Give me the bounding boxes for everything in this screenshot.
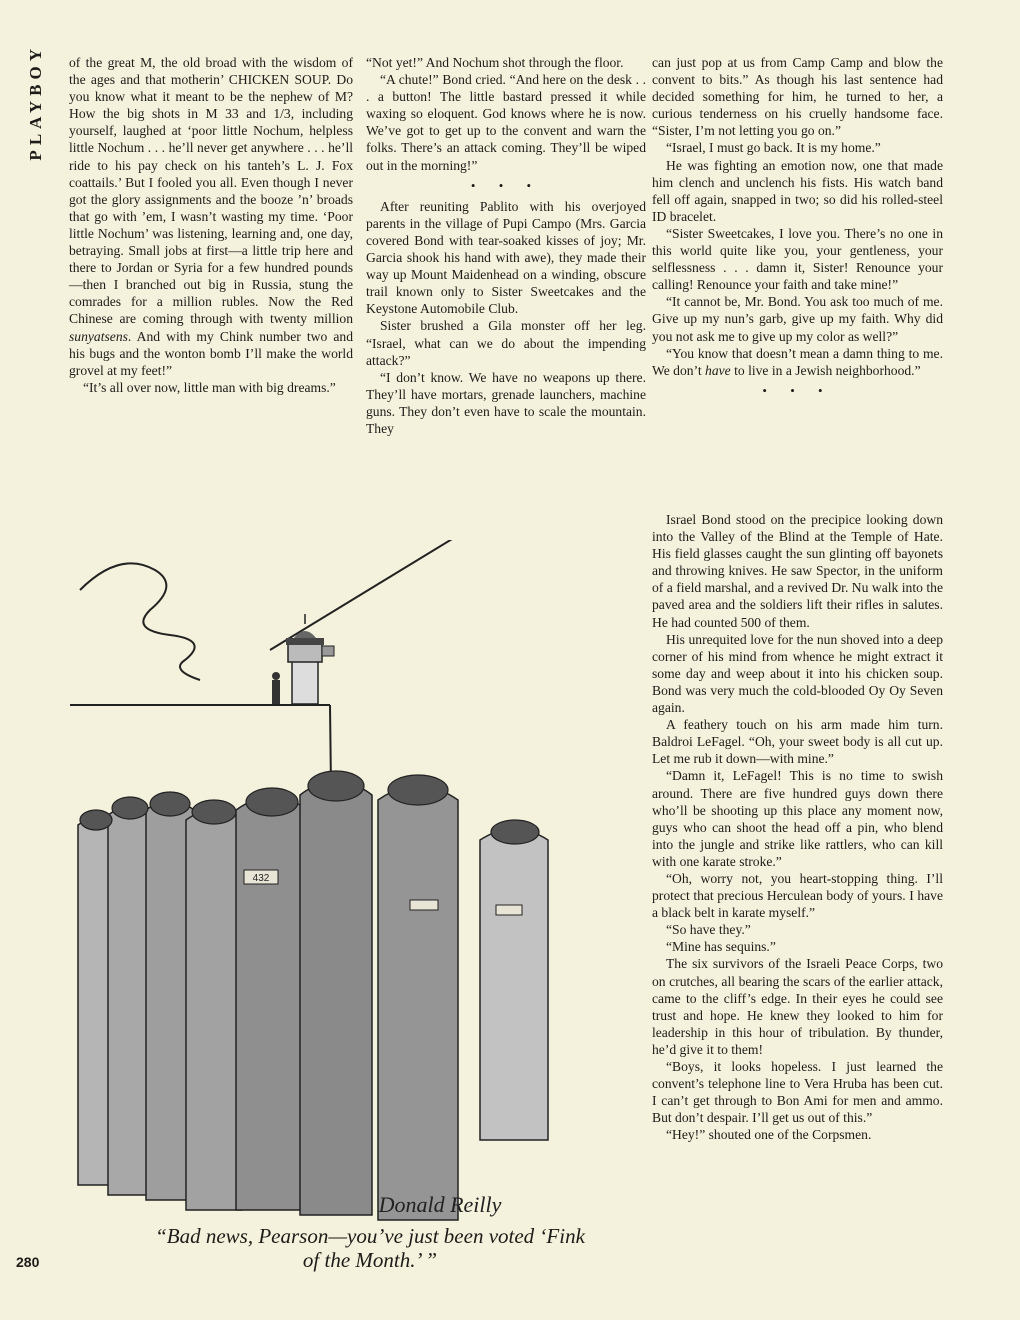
artist-signature: Donald Reilly <box>378 1192 502 1217</box>
paragraph: His unrequited love for the nun shoved into a deep corner of his mind from whence he might extract it some day and weep about it into his chicken soup. Bond was very much the cold-blooded Oy Oy Seven again. <box>652 631 943 716</box>
paragraph: “Oh, worry not, you heart-stopping thing. I’ll protect that precious Herculean body of yours. I have a black belt in karate myself.” <box>652 870 943 921</box>
paragraph: The six survivors of the Israeli Peace Corps, two on crutches, all bearing the scars of the earlier attack, came to the cliff’s edge. In their eyes he could see trust and hope. He knew they looked to him for leadership in this hour of tribulation. By thunder, he’d give it to them! <box>652 956 943 1057</box>
paragraph: “Hey!” shouted one of the Corpsmen. <box>666 1127 872 1143</box>
paragraph: “It’s all over now, little man with big dreams.” <box>83 379 336 395</box>
paragraph: A feathery touch on his arm made him turn. Baldroi LeFagel. “Oh, your sweet body is all cut up. Let me rub it down—with mine.” <box>652 717 943 767</box>
paragraph: of the great M, the old broad with the wisdom of the ages and that motherin’ CHICKEN SOUP. Do you know what it meant to be the nephew of M? How the big shots in M 33 and 1/3, including yourself, laughed at ‘poor little Nochum, helpless little Nochum . . . he’ll never get anywhere . . . he’ll ride to his pay check on his tanteh’s L. J. Fox coattails.’ But I fooled you all. Even though I never got the glory assignments and the booze ’n’ broads that go with ’em, I wasn’t wasting my time. ‘Poor little Nochum’ was listening, learning and, one day, betraying. Small jobs at first—a little trip here and there to Jordan or Syria for a few hundred pounds—then I branched out big in Russia, stung the comrades for a million rubles. Now the Red Chinese are coming through with twenty million sunyatsens. And with my Chink number two and his bugs and the wonton bomb I’ll make the world grovel at my feet!” <box>69 55 353 378</box>
section-break: • • • <box>470 177 542 193</box>
prisoners-group <box>78 781 548 1220</box>
paragraph: “I don’t know. We have no weapons up there. They’ll have mortars, grenade launchers, machine guns. They don’t even have to scale the mountain. They <box>366 369 646 436</box>
paragraph: Sister brushed a Gila monster off her leg. “Israel, what can we do about the impending attack?” <box>366 318 646 368</box>
paragraph: can just pop at us from Camp Camp and blow the convent to bits.” As though his last sentence had decided something for him, he turned to her, a curious tenderness on his cruelly handsome face. “Sister, I’m not letting you go on.” <box>652 55 943 139</box>
paragraph: He was fighting an emotion now, one that made him clench and unclench his fists. His watch band fell off again, snapped in two; so did his rolled-steel ID bracelet. <box>652 157 943 224</box>
paragraph: “Not yet!” And Nochum shot through the floor. <box>366 55 624 70</box>
cartoon-illustration <box>60 540 650 1230</box>
text-column-1 <box>69 54 353 396</box>
paragraph: “A chute!” Bond cried. “And here on the desk . . . a button! The little bastard pressed it while waxing so eloquent. God knows where he is now. We’ve got to get up to the convent and warn the folks. There’s an attack coming. They’ll be wiped out in the morning!” <box>366 72 646 173</box>
magazine-masthead: PLAYBOY <box>26 44 45 161</box>
badge-number: 432 <box>252 873 270 884</box>
paragraph: Israel Bond stood on the precipice looking down into the Valley of the Blind at the Temple of Hate. His field glasses caught the sun glinting off bayonets and throwing knives. He saw Spector, in the uniform of a field marshal, and a revived Dr. Nu walk into the paved area and the soldiers lift their rifles in salutes. He had counted 500 of them. <box>652 512 943 630</box>
paragraph: “So have they.” <box>666 922 751 938</box>
text-column-2 <box>366 54 646 437</box>
paragraph: “Israel, I must go back. It is my home.” <box>666 140 881 156</box>
guard-tower <box>272 614 334 704</box>
section-break: • • • <box>762 382 833 398</box>
paragraph: “It cannot be, Mr. Bond. You ask too much of me. Give up my nun’s garb, give up my faith. Why did you not ask me to give up my color as well?” <box>652 294 943 344</box>
cartoon-caption: “Bad news, Pearson—you’ve just been voted ‘Fink of the Month.’ ” <box>155 1224 585 1272</box>
paragraph: “Mine has sequins.” <box>666 939 776 955</box>
paragraph: “Sister Sweetcakes, I love you. There’s no one in this world quite like you, your gentleness, your selflessness . . . damn it, Sister! Renounce your calling! Renounce your faith and take mine!” <box>652 225 943 293</box>
paragraph: “Boys, it looks hopeless. I just learned the convent’s telephone line to Vera Hruba has been cut. I can’t get through to Bon Ami for men and ammo. But don’t despair. I’ll get us out of this.” <box>652 1059 943 1126</box>
paragraph: “You know that doesn’t mean a damn thing to me. We don’t have to live in a Jewish neighborhood.” <box>652 345 943 378</box>
text-column-3 <box>652 54 943 403</box>
text-column-3-continued <box>652 511 943 1143</box>
paragraph: After reuniting Pablito with his overjoyed parents in the village of Pupi Campo (Mrs. Garcia covered Bond with tear-soaked kisses of joy; Mr. Garcia shook his hand with awe), they made their way up Mount Maidenhead on a winding, obscure trail known only to Sister Sweetcakes and the Keystone Automobile Club. <box>366 198 646 317</box>
page-number: 280 <box>16 1254 40 1270</box>
paragraph: “Damn it, LeFagel! This is no time to swish around. There are five hundred guys down there who’ll be shooting up this place any moment now, guys who can shoot the head off a pin, who blend into the jungle and strike like rattlers, who can kill with one karate stroke.” <box>652 768 943 869</box>
